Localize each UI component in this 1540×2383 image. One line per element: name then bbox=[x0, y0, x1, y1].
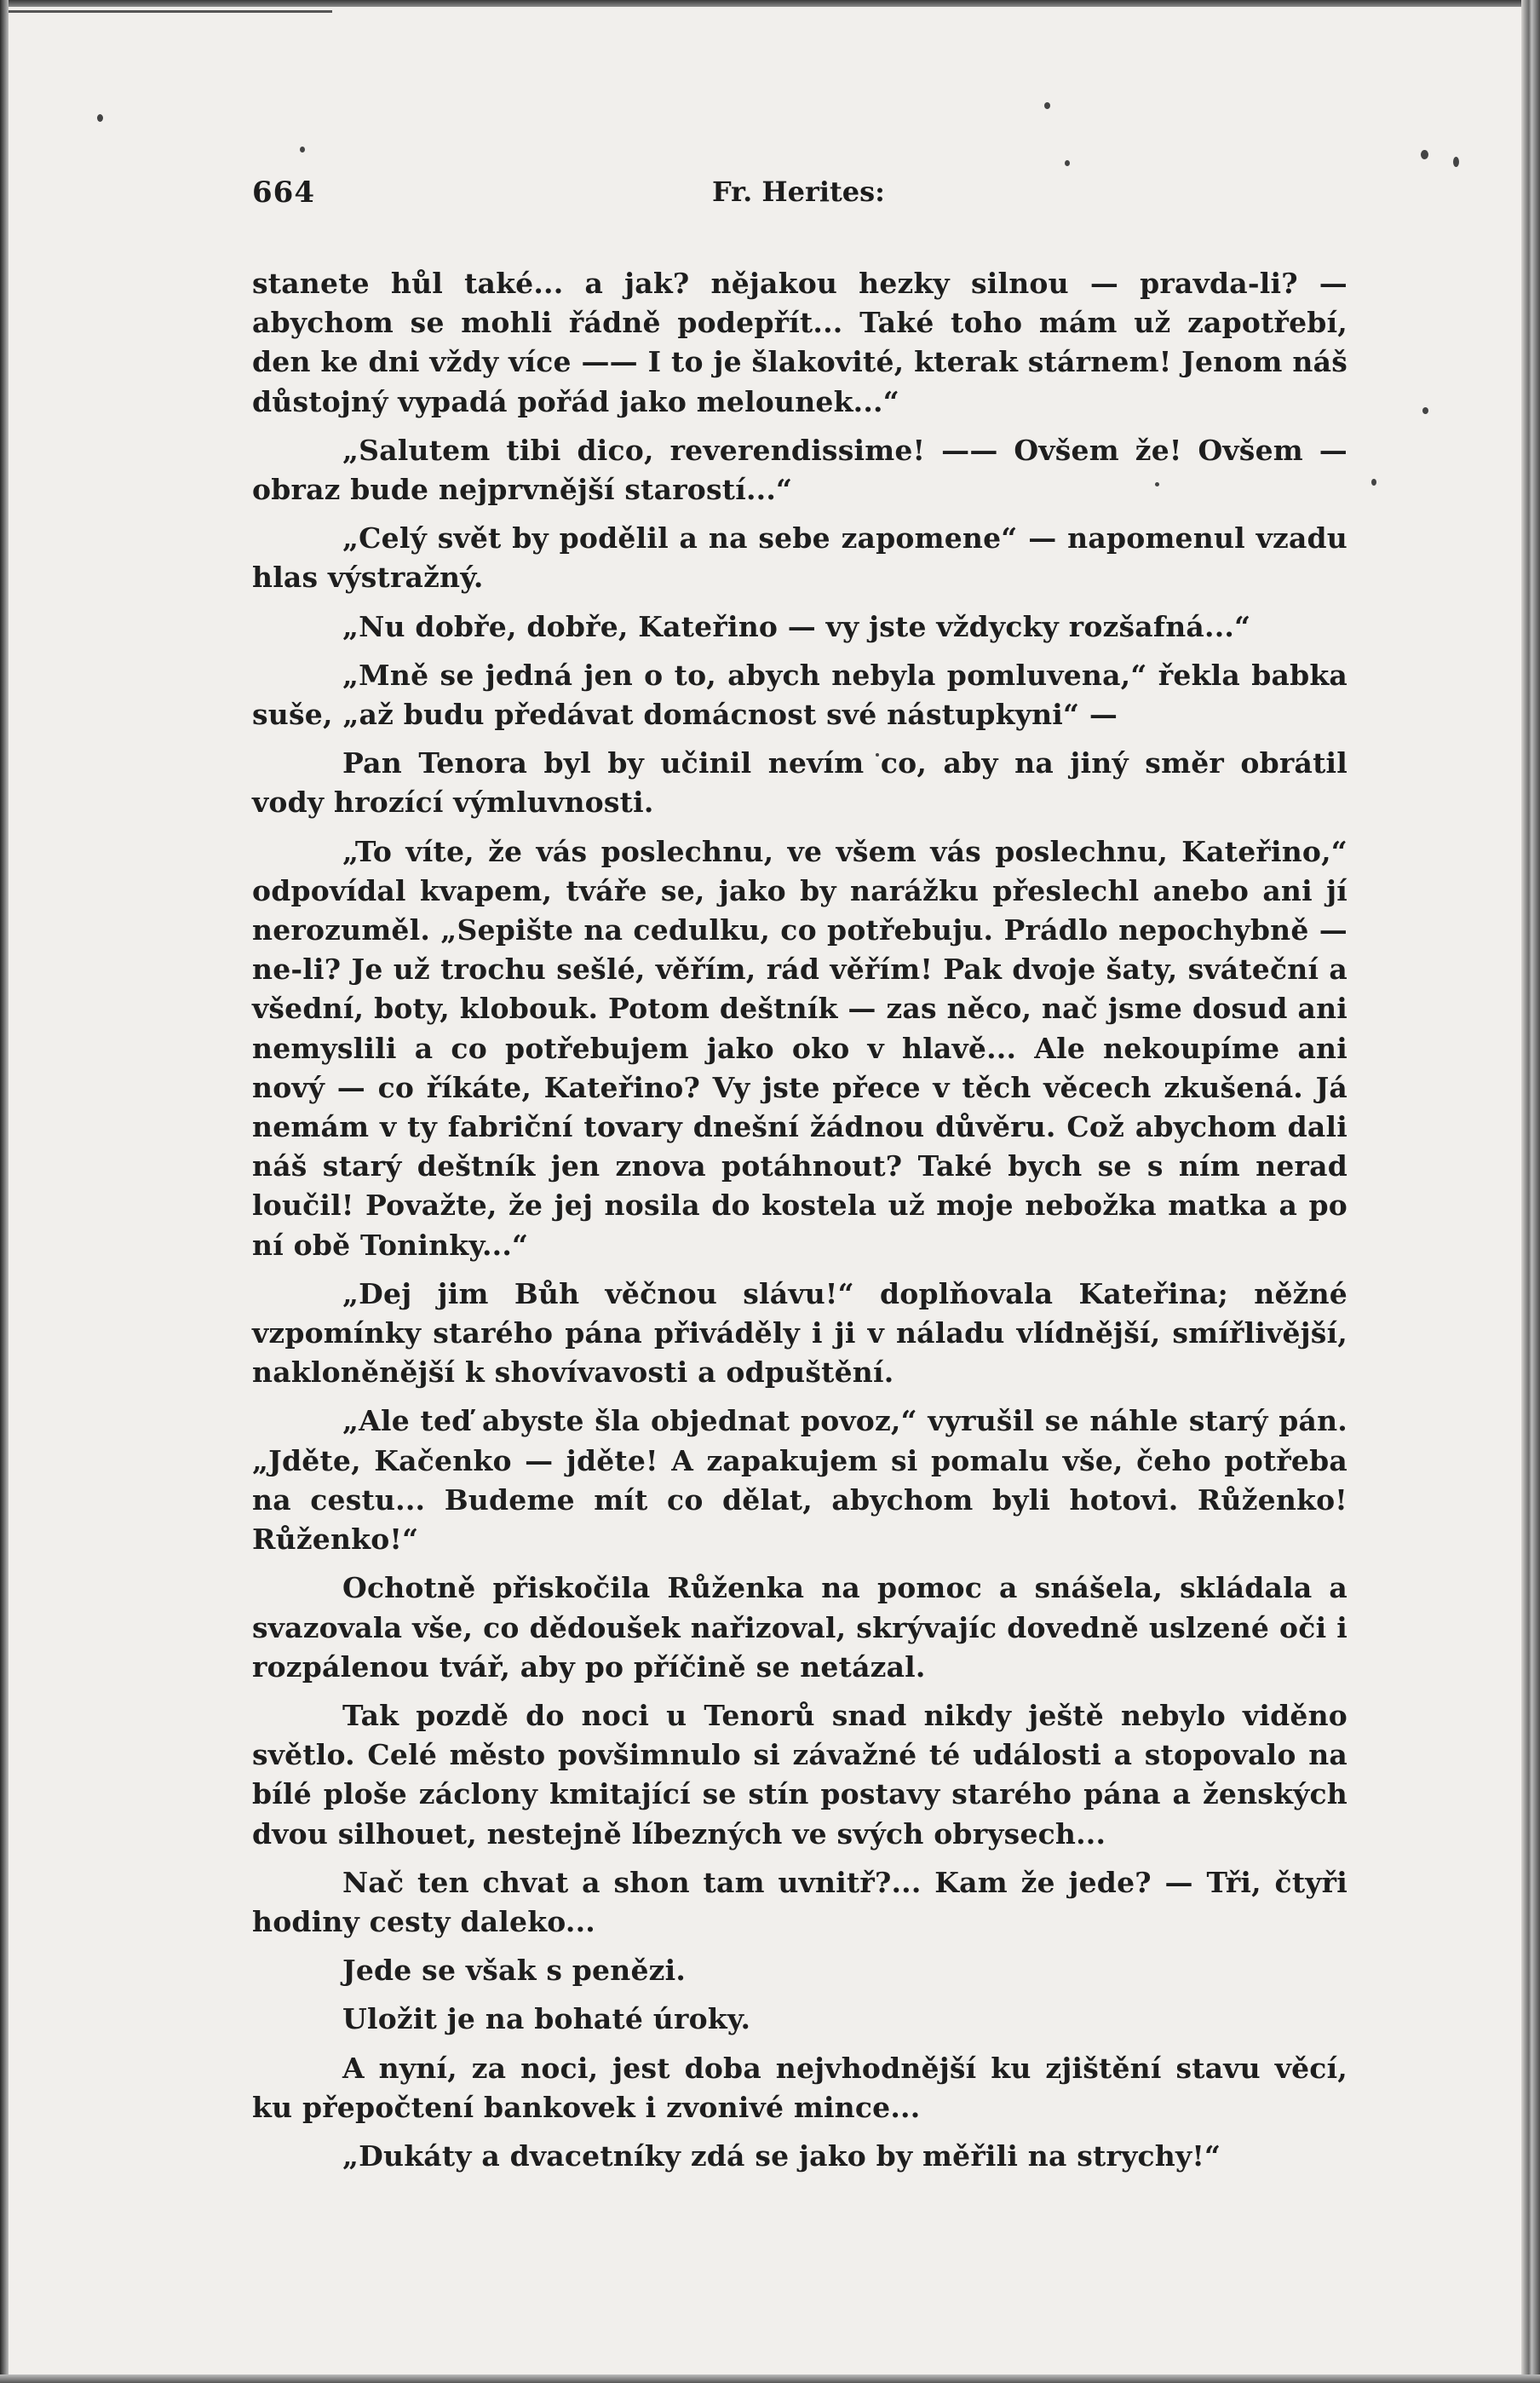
scan-speck bbox=[97, 114, 103, 122]
scan-speck bbox=[300, 147, 305, 153]
running-head: Fr. Herites: bbox=[712, 176, 885, 208]
paragraph: „Nu dobře, dobře, Kateřino — vy jste vždycky rozšafná...“ bbox=[342, 609, 1251, 643]
paragraph: „To víte, že vás poslechnu, ve všem vás poslechnu, Kateřino,“ odpovídal kvapem, tváře se, jako by narážku přeslechl anebo ani jí nerozuměl. „Sepište na cedulku, co potřebuju. Prádlo nepochybně — ne-li? Je už trochu sešlé, věřím, rád věřím! Pak dvoje šaty, sváteční a všední, boty, klobouk. Potom deštník — zas něco, nač jsme dosud ani nemyslili a co potřebujem jako oko v hlavě... Ale nekoupíme ani nový — co říkáte, Kateřino? Vy jste přece v těch věcech zkušená. Já nemám v ty fabriční tovary dnešní žádnou důvěru. Což abychom dali náš starý deštník jen znova potáhnout? Také bych se s ním nerad loučil! Považte, že jej nosila do kostela už moje nebožka matka a po ní obě Toninky...“ bbox=[252, 834, 1348, 1262]
body-text bbox=[252, 264, 1348, 2185]
scan-speck bbox=[1044, 102, 1050, 109]
paragraph: A nyní, za noci, jest doba nejvhodnější ku zjištění stavu věcí, ku přepočtení bankovek i zvonivé mince... bbox=[252, 2051, 1348, 2124]
scan-edge-bottom bbox=[0, 2374, 1540, 2383]
paragraph: „Dukáty a dvacetníky zdá se jako by měřili na strychy!“ bbox=[342, 2138, 1221, 2173]
scan-edge-top bbox=[5, 0, 1535, 7]
scan-edge-right bbox=[1521, 0, 1540, 2383]
scan-corner-line bbox=[9, 10, 332, 13]
paragraph: „Mně se jedná jen o to, abych nebyla pomluvena,“ řekla babka suše, „až budu předávat domácnost své nástupkyni“ — bbox=[252, 658, 1348, 732]
scan-speck bbox=[1422, 407, 1428, 414]
paragraph: „Salutem tibi dico, reverendissime! —— Ovšem že! Ovšem — obraz bude nejprvnější starostí...“ bbox=[252, 433, 1348, 507]
scan-speck bbox=[1065, 160, 1070, 166]
paragraph: „Celý svět by podělil a na sebe zapomene“ — napomenul vzadu hlas výstražný. bbox=[252, 521, 1348, 595]
scan-speck bbox=[1421, 150, 1428, 159]
scan-edge-left bbox=[0, 0, 9, 2383]
scan-speck bbox=[1371, 479, 1376, 486]
paragraph: stanete hůl také... a jak? nějakou hezky silnou — pravda-li? — abychom se mohli řádně podepřít... Také toho mám už zapotřebí, den ke dni vždy více —— I to je šlakovité, kterak stárnem! Jenom náš důstojný vypadá pořád jako melounek...“ bbox=[252, 267, 1348, 418]
paragraph: Ochotně přiskočila Růženka na pomoc a snášela, skládala a svazovala vše, co dědoušek nařizoval, skrývajíc dovedně uslzené oči i rozpálenou tvář, aby po příčině se netázal. bbox=[252, 1571, 1348, 1684]
page-number: 664 bbox=[252, 176, 315, 210]
paragraph: „Dej jim Bůh věčnou slávu!“ doplňovala Kateřina; něžné vzpomínky starého pána přiváděly i ji v náladu vlídnější, smířlivější, nakloněnější k shovívavosti a odpuštění. bbox=[252, 1276, 1348, 1390]
paragraph: „Ale teď abyste šla objednat povoz,“ vyrušil se náhle starý pán. „Jděte, Kačenko — jděte! A zapakujem si pomalu vše, čeho potřeba na cestu... Budeme mít co dělat, abychom byli hotovi. Růženko! Růženko!“ bbox=[252, 1404, 1348, 1557]
paragraph: Pan Tenora byl by učinil nevím co, aby na jiný směr obrátil vody hrozící výmluvnosti. bbox=[252, 746, 1348, 820]
scan-speck bbox=[1453, 157, 1459, 167]
paragraph: Tak pozdě do noci u Tenorů snad nikdy ještě nebylo viděno světlo. Celé město povšimnulo si závažné té události a stopovalo na bílé ploše záclony kmitající se stín postavy starého pána a ženských dvou silhouet, nestejně líbezných ve svých obrysech... bbox=[252, 1698, 1348, 1851]
paragraph: Uložit je na bohaté úroky. bbox=[342, 2002, 751, 2036]
paragraph: Nač ten chvat a shon tam uvnitř?... Kam že jede? — Tři, čtyři hodiny cesty daleko... bbox=[252, 1865, 1348, 1938]
paragraph: Jede se však s penězi. bbox=[342, 1954, 687, 1988]
page-header bbox=[252, 176, 1346, 220]
